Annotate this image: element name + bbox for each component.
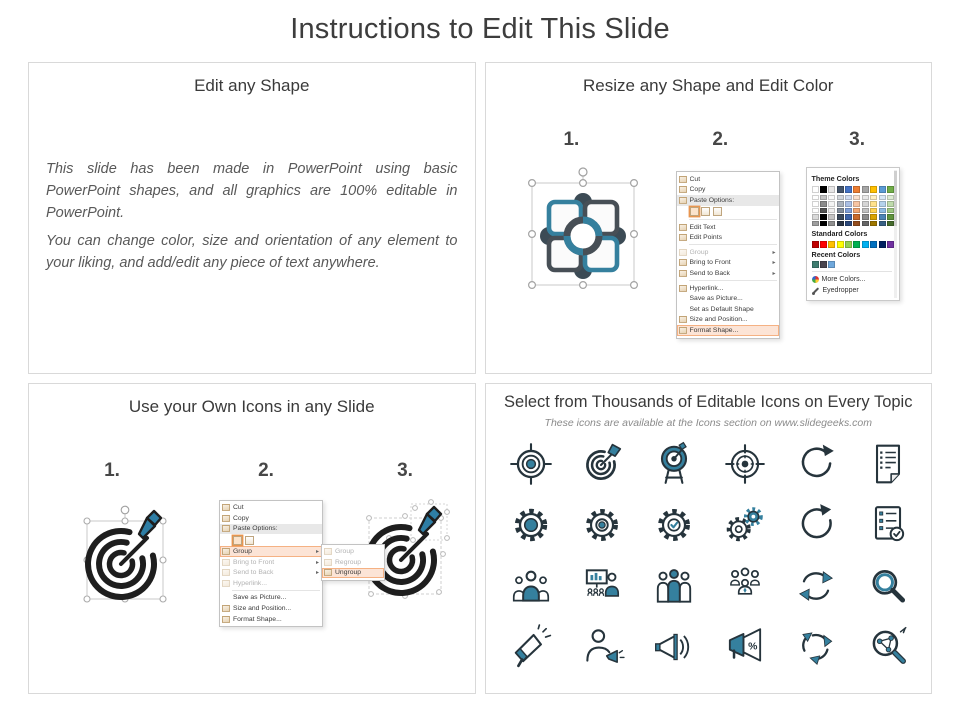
submenu-arrow-icon: ▸ xyxy=(315,570,319,577)
format-icon xyxy=(222,616,230,623)
rotate-arrow-icon[interactable] xyxy=(790,440,842,488)
send-back-icon xyxy=(679,270,687,277)
standard-colors-label: Standard Colors xyxy=(811,229,868,239)
hyperlink-icon xyxy=(679,285,687,292)
dartboard-dart-icon[interactable] xyxy=(576,440,628,488)
gear-small-icon[interactable] xyxy=(576,501,628,549)
regroup-icon xyxy=(324,559,332,566)
rotate-arrow-full-icon[interactable] xyxy=(790,501,842,549)
submenu-arrow-icon: ▸ xyxy=(772,260,776,267)
person-megaphone-icon[interactable] xyxy=(576,623,628,671)
theme-color-swatch[interactable] xyxy=(862,186,869,193)
steps-row xyxy=(486,129,932,151)
menu-item-save-as-picture[interactable]: Save as Picture... xyxy=(689,295,743,303)
theme-color-variant-swatch[interactable] xyxy=(879,221,886,227)
group-icon xyxy=(324,548,332,555)
step-number: 3. xyxy=(849,129,866,150)
page-title: Instructions to Edit This Slide xyxy=(290,13,670,45)
magnifier-icon[interactable] xyxy=(862,562,914,610)
menu-item-format-shape[interactable]: Format Shape... xyxy=(220,614,322,625)
menu-separator xyxy=(689,219,777,220)
theme-color-variant-swatch[interactable] xyxy=(862,195,869,201)
theme-color-variant-swatch[interactable] xyxy=(820,208,827,214)
theme-color-variant-swatch[interactable] xyxy=(837,214,844,220)
theme-color-variant-swatch[interactable] xyxy=(879,208,886,214)
standard-color-swatch[interactable] xyxy=(812,241,819,248)
recent-colors-label: Recent Colors xyxy=(811,249,861,259)
panel-resize-color xyxy=(485,62,933,374)
standard-color-swatch[interactable] xyxy=(887,241,894,248)
team-discussion-icon[interactable] xyxy=(719,562,771,610)
edit-shape-paragraph-2: You can change color, size and orientation of any element to your liking, and add/edit any piece of text anywhere. xyxy=(46,233,458,271)
panel-heading-edit-shape: Edit any Shape xyxy=(194,76,310,95)
context-menu xyxy=(219,500,323,628)
group-icon xyxy=(679,249,687,256)
context-menu-group xyxy=(219,500,362,628)
edit-text-icon xyxy=(679,224,687,231)
theme-color-swatch[interactable] xyxy=(845,186,852,193)
megaphone-percent-icon[interactable] xyxy=(719,623,771,671)
theme-color-variant-swatch[interactable] xyxy=(887,201,894,207)
theme-color-variant-swatch[interactable] xyxy=(879,214,886,220)
standard-color-swatch[interactable] xyxy=(862,241,869,248)
theme-color-variant-swatch[interactable] xyxy=(828,208,835,214)
bring-front-icon xyxy=(679,259,687,266)
menu-item-save-as-picture[interactable]: Save as Picture... xyxy=(233,594,287,602)
theme-color-variant-swatch[interactable] xyxy=(828,195,835,201)
menu-item-hyperlink[interactable]: Hyperlink... xyxy=(677,283,779,294)
theme-color-variant-swatch[interactable] xyxy=(812,214,819,220)
theme-color-variant-swatch[interactable] xyxy=(828,221,835,227)
recent-color-swatch[interactable] xyxy=(820,261,827,268)
step-number: 2. xyxy=(712,129,729,150)
theme-color-variant-swatch[interactable] xyxy=(862,214,869,220)
menu-item-group[interactable]: Group xyxy=(322,547,384,558)
theme-color-variant-swatch[interactable] xyxy=(887,195,894,201)
theme-color-variant-swatch[interactable] xyxy=(887,214,894,220)
theme-color-variant-swatch[interactable] xyxy=(870,195,877,201)
dartboard-stand-icon[interactable] xyxy=(648,440,700,488)
format-icon xyxy=(679,327,687,334)
target-crosshair-icon[interactable] xyxy=(505,440,557,488)
theme-color-variant-swatch[interactable] xyxy=(853,201,860,207)
theme-color-swatch[interactable] xyxy=(820,186,827,193)
rotation-handle-icon xyxy=(579,168,587,176)
recent-colors-row xyxy=(812,261,892,268)
standard-color-swatch[interactable] xyxy=(828,241,835,248)
theme-color-variant-swatch[interactable] xyxy=(862,201,869,207)
sample-shape-selected[interactable] xyxy=(518,165,648,302)
checklist-approved-icon[interactable] xyxy=(862,501,914,549)
panel-heading-resize-color: Resize any Shape and Edit Color xyxy=(583,76,834,95)
menu-item-bring-to-front[interactable]: Bring to Front ▸ xyxy=(220,557,322,568)
theme-color-variant-swatch[interactable] xyxy=(853,221,860,227)
theme-color-variant-swatch[interactable] xyxy=(870,214,877,220)
submenu-arrow-icon: ▸ xyxy=(315,549,319,556)
standard-color-swatch[interactable] xyxy=(853,241,860,248)
paste-option-icon[interactable] xyxy=(233,536,242,545)
standard-color-swatch[interactable] xyxy=(870,241,877,248)
panel-own-icons xyxy=(28,383,476,695)
theme-color-variant-swatch[interactable] xyxy=(828,214,835,220)
menu-separator xyxy=(232,590,320,591)
panel-heading-own-icons: Use your Own Icons in any Slide xyxy=(128,396,375,416)
size-icon xyxy=(679,316,687,323)
steps-row xyxy=(29,460,475,482)
copy-icon xyxy=(679,186,687,193)
step-number: 1. xyxy=(104,459,120,481)
group-icon xyxy=(222,548,230,555)
size-icon xyxy=(222,605,230,612)
menu-item-send-to-back[interactable]: Send to Back ▸ xyxy=(677,268,779,279)
submenu-arrow-icon: ▸ xyxy=(315,559,319,566)
theme-color-variant-swatch[interactable] xyxy=(837,221,844,227)
clipboard-icon xyxy=(679,197,687,204)
presentation-trainer-icon[interactable] xyxy=(576,562,628,610)
panel-heading-icon-library: Select from Thousands of Editable Icons on Every Topic xyxy=(504,392,913,411)
theme-color-swatch[interactable] xyxy=(853,186,860,193)
menu-item-set-default-shape[interactable]: Set as Default Shape xyxy=(689,305,754,313)
more-colors-icon xyxy=(812,276,819,283)
speaker-audience-icon[interactable] xyxy=(505,562,557,610)
theme-color-variant-swatch[interactable] xyxy=(837,201,844,207)
magnifier-network-icon[interactable] xyxy=(862,623,914,671)
theme-color-variant-swatch[interactable] xyxy=(812,201,819,207)
submenu-arrow-icon: ▸ xyxy=(772,270,776,277)
menu-item-copy[interactable]: Copy xyxy=(220,513,322,524)
theme-color-variant-swatch[interactable] xyxy=(820,201,827,207)
menu-item-edit-text[interactable]: Edit Text xyxy=(677,222,779,233)
eyedropper-item[interactable]: Eyedropper xyxy=(812,285,892,296)
theme-color-variant-swatch[interactable] xyxy=(845,221,852,227)
menu-item-cut[interactable]: Cut xyxy=(677,174,779,185)
theme-color-variant-swatch[interactable] xyxy=(845,214,852,220)
theme-color-variant-swatch[interactable] xyxy=(879,195,886,201)
step-number: 1. xyxy=(563,129,580,150)
theme-color-variant-swatch[interactable] xyxy=(812,195,819,201)
icon-grid xyxy=(496,440,924,671)
theme-color-variant-swatch[interactable] xyxy=(845,201,852,207)
menu-item-format-shape[interactable]: Format Shape... xyxy=(677,325,779,336)
theme-colors-row xyxy=(812,186,892,193)
document-report-icon[interactable] xyxy=(862,440,914,488)
menu-item-group[interactable]: Group ▸ xyxy=(220,546,322,557)
group-submenu xyxy=(321,544,385,582)
theme-color-variant-swatch[interactable] xyxy=(845,195,852,201)
paste-options-icons xyxy=(677,206,779,218)
standard-color-swatch[interactable] xyxy=(879,241,886,248)
edit-points-icon xyxy=(679,234,687,241)
theme-color-variant-swatch[interactable] xyxy=(870,201,877,207)
step-number: 2. xyxy=(258,459,274,481)
menu-item-regroup[interactable]: Regroup xyxy=(322,557,384,568)
menu-item-paste-options[interactable]: Paste Options: xyxy=(677,195,779,206)
scissors-icon xyxy=(222,504,230,511)
theme-color-variant-swatch[interactable] xyxy=(828,201,835,207)
four-squares-shape xyxy=(540,193,626,279)
team-group-icon[interactable] xyxy=(648,562,700,610)
theme-color-swatch[interactable] xyxy=(828,186,835,193)
theme-color-variant-swatch[interactable] xyxy=(862,221,869,227)
icon-library-subheading: These icons are available at the Icons section on www.slidegeeks.com xyxy=(544,416,872,429)
theme-color-variant-swatch[interactable] xyxy=(820,221,827,227)
edit-shape-paragraph-1: This slide has been made in PowerPoint using basic PowerPoint shapes, and all graphics are 100% editable in PowerPoint. xyxy=(46,161,458,221)
eyedropper-icon xyxy=(812,287,820,295)
menu-item-paste-options[interactable]: Paste Options: xyxy=(220,524,322,535)
menu-separator xyxy=(689,244,777,245)
theme-color-variant-swatch[interactable] xyxy=(812,208,819,214)
theme-color-variant-swatch[interactable] xyxy=(820,195,827,201)
paste-option-icon[interactable] xyxy=(701,207,710,216)
megaphone-waves-icon[interactable] xyxy=(648,623,700,671)
theme-color-swatch[interactable] xyxy=(812,186,819,193)
menu-item-size-position[interactable]: Size and Position... xyxy=(677,315,779,326)
theme-color-variant-swatch[interactable] xyxy=(853,214,860,220)
ungroup-icon xyxy=(324,569,332,576)
divider xyxy=(812,271,892,272)
send-back-icon xyxy=(222,569,230,576)
copy-icon xyxy=(222,515,230,522)
cycle-arrows-icon[interactable] xyxy=(790,623,842,671)
clipboard-icon xyxy=(222,525,230,532)
theme-color-variant-swatch[interactable] xyxy=(887,221,894,227)
paste-option-icon[interactable] xyxy=(245,536,254,545)
scissors-icon xyxy=(679,176,687,183)
recent-color-swatch[interactable] xyxy=(812,261,819,268)
menu-item-cut[interactable]: Cut xyxy=(220,503,322,514)
step-number: 3. xyxy=(397,459,413,481)
theme-color-variant-swatch[interactable] xyxy=(837,208,844,214)
more-colors-item[interactable]: More Colors... xyxy=(812,274,892,285)
shape-with-selection-handles xyxy=(518,165,648,297)
target-icon-selected[interactable] xyxy=(69,502,181,617)
recent-color-swatch[interactable] xyxy=(828,261,835,268)
theme-color-variant-swatch[interactable] xyxy=(870,208,877,214)
crosshair-scope-icon[interactable] xyxy=(719,440,771,488)
submenu-arrow-icon: ▸ xyxy=(772,249,776,256)
theme-color-variant-swatch[interactable] xyxy=(887,208,894,214)
menu-separator xyxy=(689,280,777,281)
theme-color-variant-swatch[interactable] xyxy=(879,201,886,207)
menu-item-hyperlink[interactable]: Hyperlink... xyxy=(220,578,322,589)
menu-item-group[interactable]: Group ▸ xyxy=(677,247,779,258)
menu-item-copy[interactable]: Copy xyxy=(677,185,779,196)
theme-color-swatch[interactable] xyxy=(870,186,877,193)
svg-text:%: % xyxy=(748,641,758,653)
sync-arrows-icon[interactable] xyxy=(790,562,842,610)
menu-item-edit-points[interactable]: Edit Points xyxy=(677,232,779,243)
theme-color-swatch[interactable] xyxy=(887,186,894,193)
paste-option-icon[interactable] xyxy=(690,207,699,216)
standard-colors-row xyxy=(812,241,892,248)
menu-item-send-to-back[interactable]: Send to Back ▸ xyxy=(220,567,322,578)
rotation-handle-icon xyxy=(121,506,129,514)
bring-front-icon xyxy=(222,559,230,566)
menu-item-ungroup[interactable]: Ungroup xyxy=(322,568,384,579)
panel-icon-library xyxy=(485,383,933,695)
double-gears-icon[interactable] xyxy=(719,501,771,549)
panel-edit-shape xyxy=(28,62,476,374)
theme-color-variant-swatch[interactable] xyxy=(862,208,869,214)
paste-options-icons xyxy=(220,534,322,546)
standard-color-swatch[interactable] xyxy=(820,241,827,248)
menu-item-bring-to-front[interactable]: Bring to Front ▸ xyxy=(677,258,779,269)
theme-colors-label: Theme Colors xyxy=(811,174,860,183)
menu-item-size-position[interactable]: Size and Position... xyxy=(220,603,322,614)
theme-color-variant-swatch[interactable] xyxy=(870,221,877,227)
context-menu xyxy=(676,171,780,339)
theme-color-swatch[interactable] xyxy=(837,186,844,193)
standard-color-swatch[interactable] xyxy=(845,241,852,248)
theme-color-variant-swatch[interactable] xyxy=(853,195,860,201)
theme-color-variant-swatch[interactable] xyxy=(845,208,852,214)
theme-color-swatch[interactable] xyxy=(879,186,886,193)
panel-grid xyxy=(28,62,932,694)
theme-color-variant-swatch[interactable] xyxy=(853,208,860,214)
gear-check-icon[interactable] xyxy=(648,501,700,549)
theme-color-variants xyxy=(812,195,892,227)
theme-color-variant-swatch[interactable] xyxy=(812,221,819,227)
gear-filled-icon[interactable] xyxy=(505,501,557,549)
standard-color-swatch[interactable] xyxy=(837,241,844,248)
megaphone-icon[interactable] xyxy=(505,623,557,671)
theme-color-variant-swatch[interactable] xyxy=(837,195,844,201)
color-picker xyxy=(806,167,900,301)
paste-option-icon[interactable] xyxy=(713,207,722,216)
hyperlink-icon xyxy=(222,580,230,587)
theme-color-variant-swatch[interactable] xyxy=(820,214,827,220)
